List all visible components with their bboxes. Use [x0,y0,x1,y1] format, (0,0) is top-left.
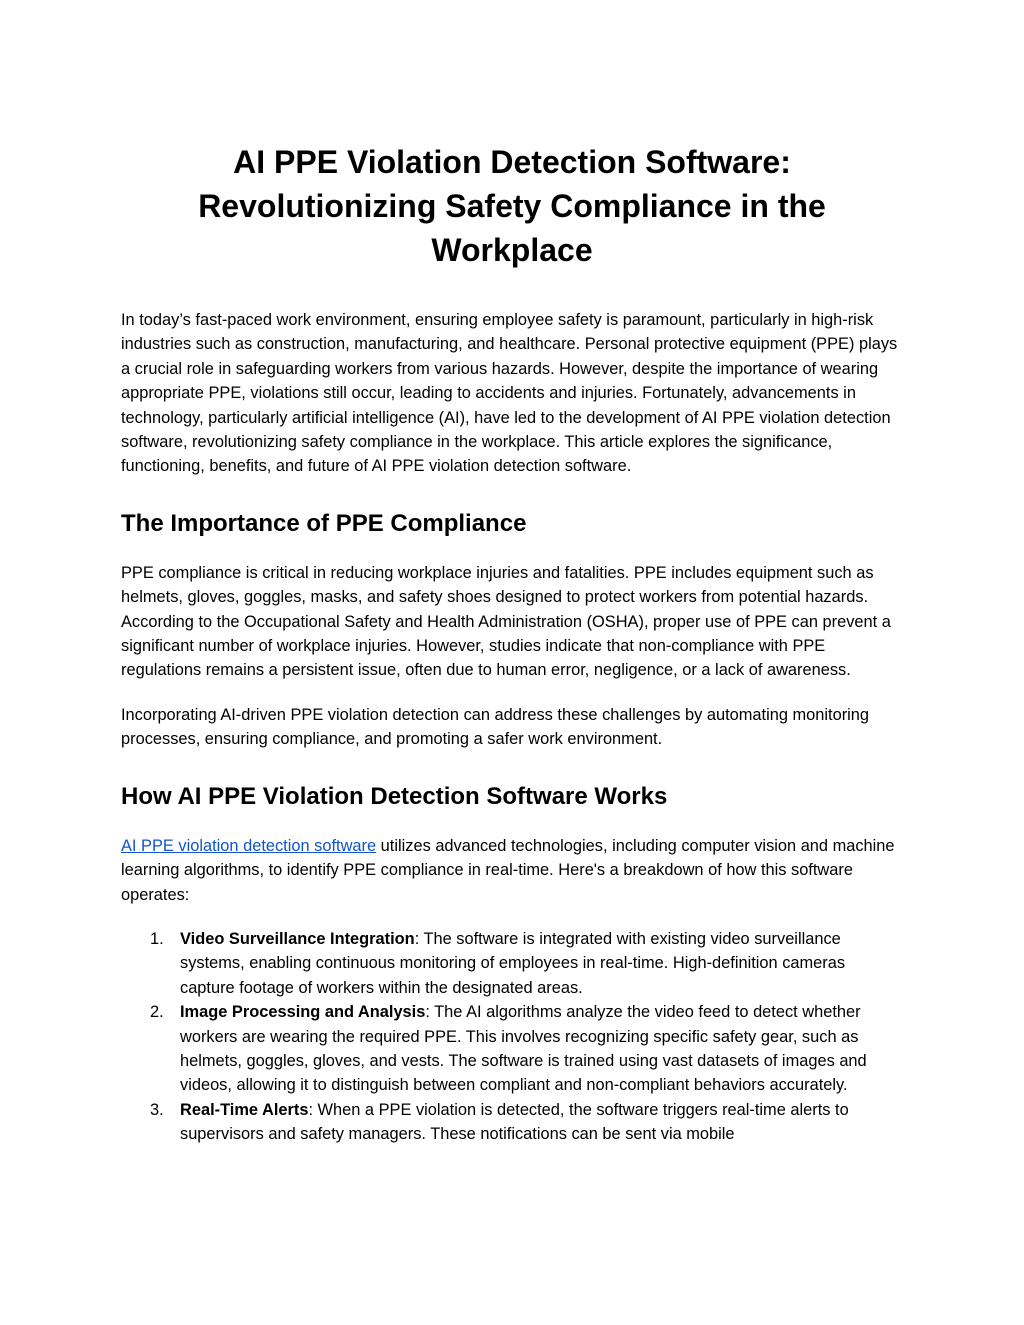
ppe-compliance-paragraph-1: PPE compliance is critical in reducing workplace injuries and fatalities. PPE includes equipment such as helmets, gloves, goggles, masks, and safety shoes designed to protect workers from potential hazards. According to the Occupational Safety and Health Administration (OSHA), proper use of PPE can prevent a significant number of workplace injuries. However, studies indicate that non-compliance with PPE regulations remains a persistent issue, often due to human error, negligence, or a lack of awareness. [121,563,891,680]
document-page [121,140,903,1147]
steps-list [121,927,903,1147]
list-item [121,1000,903,1098]
list-item [121,1098,903,1147]
list-item-text: : The AI algorithms analyze the video feed to detect whether workers are wearing the required PPE. This involves recognizing specific safety gear, such as helmets, goggles, gloves, and vests. The software is trained using vast datasets of images and videos, allowing it to distinguish between compliant and non-compliant behaviors accurately. [180,1003,867,1095]
list-item-text: : When a PPE violation is detected, the software triggers real-time alerts to supervisors and safety managers. These notifications can be sent via mobile [180,1100,849,1144]
list-item-title: Video Surveillance Integration [180,929,415,948]
list-item-number: 1. [150,929,164,948]
list-item [121,927,903,1000]
how-it-works-intro-text: utilizes advanced technologies, including computer vision and machine learning algorithms, to identify PPE compliance in real-time. Here's a breakdown of how this software operates: [121,836,895,904]
list-item-title: Real-Time Alerts [180,1100,309,1119]
ppe-compliance-paragraph-2: Incorporating AI-driven PPE violation detection can address these challenges by automating monitoring processes, ensuring compliance, and promoting a safer work environment. [121,705,870,749]
intro-paragraph: In today’s fast-paced work environment, ensuring employee safety is paramount, particularly in high-risk industries such as construction, manufacturing, and healthcare. Personal protective equipment (PPE) plays a crucial role in safeguarding workers from various hazards. However, despite the importance of wearing appropriate PPE, violations still occur, leading to accidents and injuries. Fortunately, advancements in technology, particularly artificial intelligence (AI), have led to the development of AI PPE violation detection software, revolutionizing safety compliance in the workplace. This article explores the significance, functioning, benefits, and future of AI PPE violation detection software. [121,311,898,476]
list-item-number: 3. [150,1100,164,1119]
software-link[interactable]: AI PPE violation detection software [121,836,377,855]
section-heading-ppe-compliance: The Importance of PPE Compliance [121,509,527,537]
list-item-title: Image Processing and Analysis [180,1003,426,1022]
section-heading-how-it-works: How AI PPE Violation Detection Software Works [121,782,668,810]
how-it-works-intro [121,834,903,907]
list-item-text: : The software is integrated with existing video surveillance systems, enabling continuous monitoring of employees in real-time. High-definition cameras capture footage of workers within the designated areas. [180,929,846,997]
document-title: AI PPE Violation Detection Software: Revolutionizing Safety Compliance in the Workplace [198,144,826,268]
list-item-number: 2. [150,1003,164,1022]
